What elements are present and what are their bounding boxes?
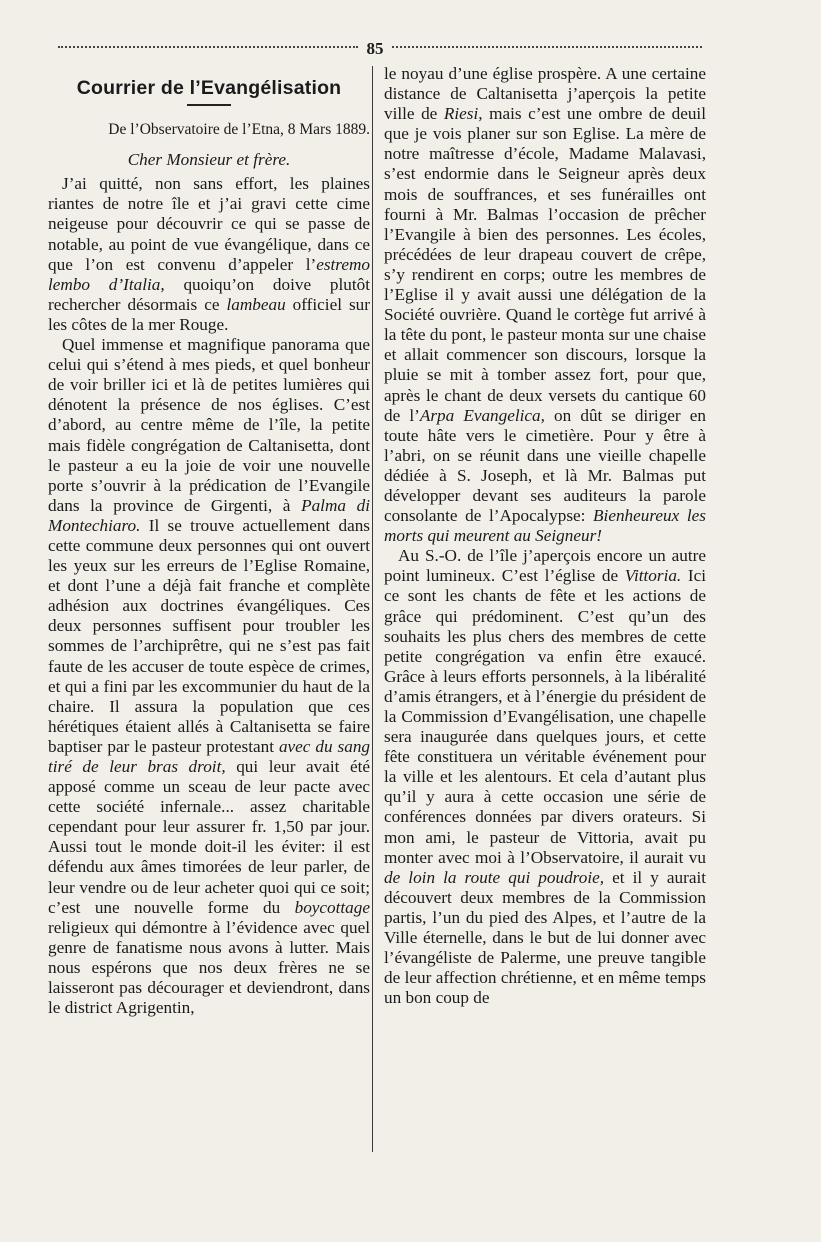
title-rule [187,104,231,106]
paragraph: le noyau d’une église prospère. A une certaine distance de Caltanisetta j’aperçois la petite ville de Riesi, mais c’est une ombre de deuil que je vois planer sur son Eglise. La mère de notre maîtresse d’école, Madame Malavasi, s’est endormie dans le Seigneur après deux mois de souffrances, et ses funérailles ont fourni à Mr. Balmas l’occasion de prêcher l’Evangile à bien des personnes. Les écoles, précédées de leur drapeau couvert de crêpe, s’y rendirent en corps; outre les membres de l’Eglise il y avait aussi une délégation de la Société ouvrière. Quand le cortège fut arrivé à la tête du pont, le pasteur monta sur une chaise et allait commencer son discours, lorsque la pluie se mit à tomber assez fort, pour que, après le chant de deux versets du cantique 60 de l’Arpa Evangelica, on dût se diriger en toute hâte vers le cimetière. Pour y être à l’abri, on se réunit dans une vieille chapelle dédiée à S. Joseph, et là Mr. Balmas put développer devant ses auditeurs la parole consolante de l’Apocalypse: Bienheureux les morts qui meurent au Seigneur! [384,64,706,546]
paragraph: J’ai quitté, non sans effort, les plaines riantes de notre île et j’ai gravi cette cime neigeuse pour découvrir ce qui se passe de notable, au point de vue évangélique, dans ce que l’on est convenu d’appeler l’estremo lembo d’Italia, quoiqu’on doive plutôt rechercher désormais ce lambeau officiel sur les côtes de la mer Rouge. [48,174,370,334]
column-divider [372,66,373,1152]
page-number: 85 [366,39,384,58]
paragraph: Quel immense et magnifique panorama que celui qui s’étend à mes pieds, et quel bonheur de voir briller ici et là de petites lumières qui dénotent la présence de nos églises. C’est d’abord, au centre même de l’île, la petite mais fidèle congrégation de Caltanisetta, dont le pasteur a eu la joie de voir une nouvelle porte s’ouvrir à la prédication de l’Evangile dans la province de Girgenti, à Palma di Montechiaro. Il se trouve actuellement dans cette commune deux personnes qui ont ouvert les yeux sur les erreurs de l’Eglise Romaine, et dont l’une a déjà fait franche et complète adhésion aux doctrines évangéliques. Ces deux personnes suffisent pour troubler les sommes de l’archiprêtre, qui ne s’est pas fait faute de les accuser de toute espèce de crimes, et qui a fini par les excommunier du haut de la chaire. Il assura la population que ces hérétiques étaient allés à Caltanisetta se faire baptiser par le pasteur protestant avec du sang tiré de leur bras droit, qui leur avait été apposé comme un sceau de leur pacte avec cette société infernale... assez charitable cependant pour leur assurer fr. 1,50 par jour. Aussi tout le monde doit-il les éviter: il est défendu aux âmes timorées de leur parler, de leur vendre ou de leur acheter quoi qui ce soit; c’est une nouvelle forme du boycottage religieux qui démontre à l’évidence avec quel genre de fanatisme nous avons à lutter. Mais nous espérons que nos deux frères ne se laisseront pas décourager et deviendront, dans le district Agrigentin, [48,335,371,1018]
header-ornament-left [58,46,358,58]
paragraph: Au S.-O. de l’île j’aperçois encore un autre point lumineux. C’est l’église de Vittoria. Ici ce sont les chants de fête et les actions de grâce qui prédominent. C’est qu’un des souhaits les plus chers des membres de cette petite congrégation va enfin être exaucé. Grâce à leurs efforts personnels, à la libéralité d’amis étrangers, et à l’énergie du président de la Commission d’Evangélisation, une chapelle sera inaugurée dans quelques jours, et cette fête constituera un véritable événement pour la ville et les alentours. Et cela d’autant plus qu’il y aura à cette occasion une série de conférences données par divers orateurs. Si mon ami, le pasteur de Vittoria, avait pu monter avec moi à l’Observatoire, il aurait vu de loin la route qui poudroie, et il y aurait découvert deux membres de la Commission partis, l’un du pied des Alpes, et l’autre de la Ville éternelle, dans le but de lui donner avec l’évangéliste de Palerme, une preuve tangible de leur affection chrétienne, et en même temps un bon coup de [384,546,706,1008]
header-ornament-right [392,46,702,58]
salutation: Cher Monsieur et frère. [127,150,291,170]
left-column [48,64,370,1018]
article-title: Courrier de l’Evangélisation [76,77,342,99]
dateline: De l’Observatoire de l’Etna, 8 Mars 1889. [108,121,370,139]
right-column [384,64,706,1008]
